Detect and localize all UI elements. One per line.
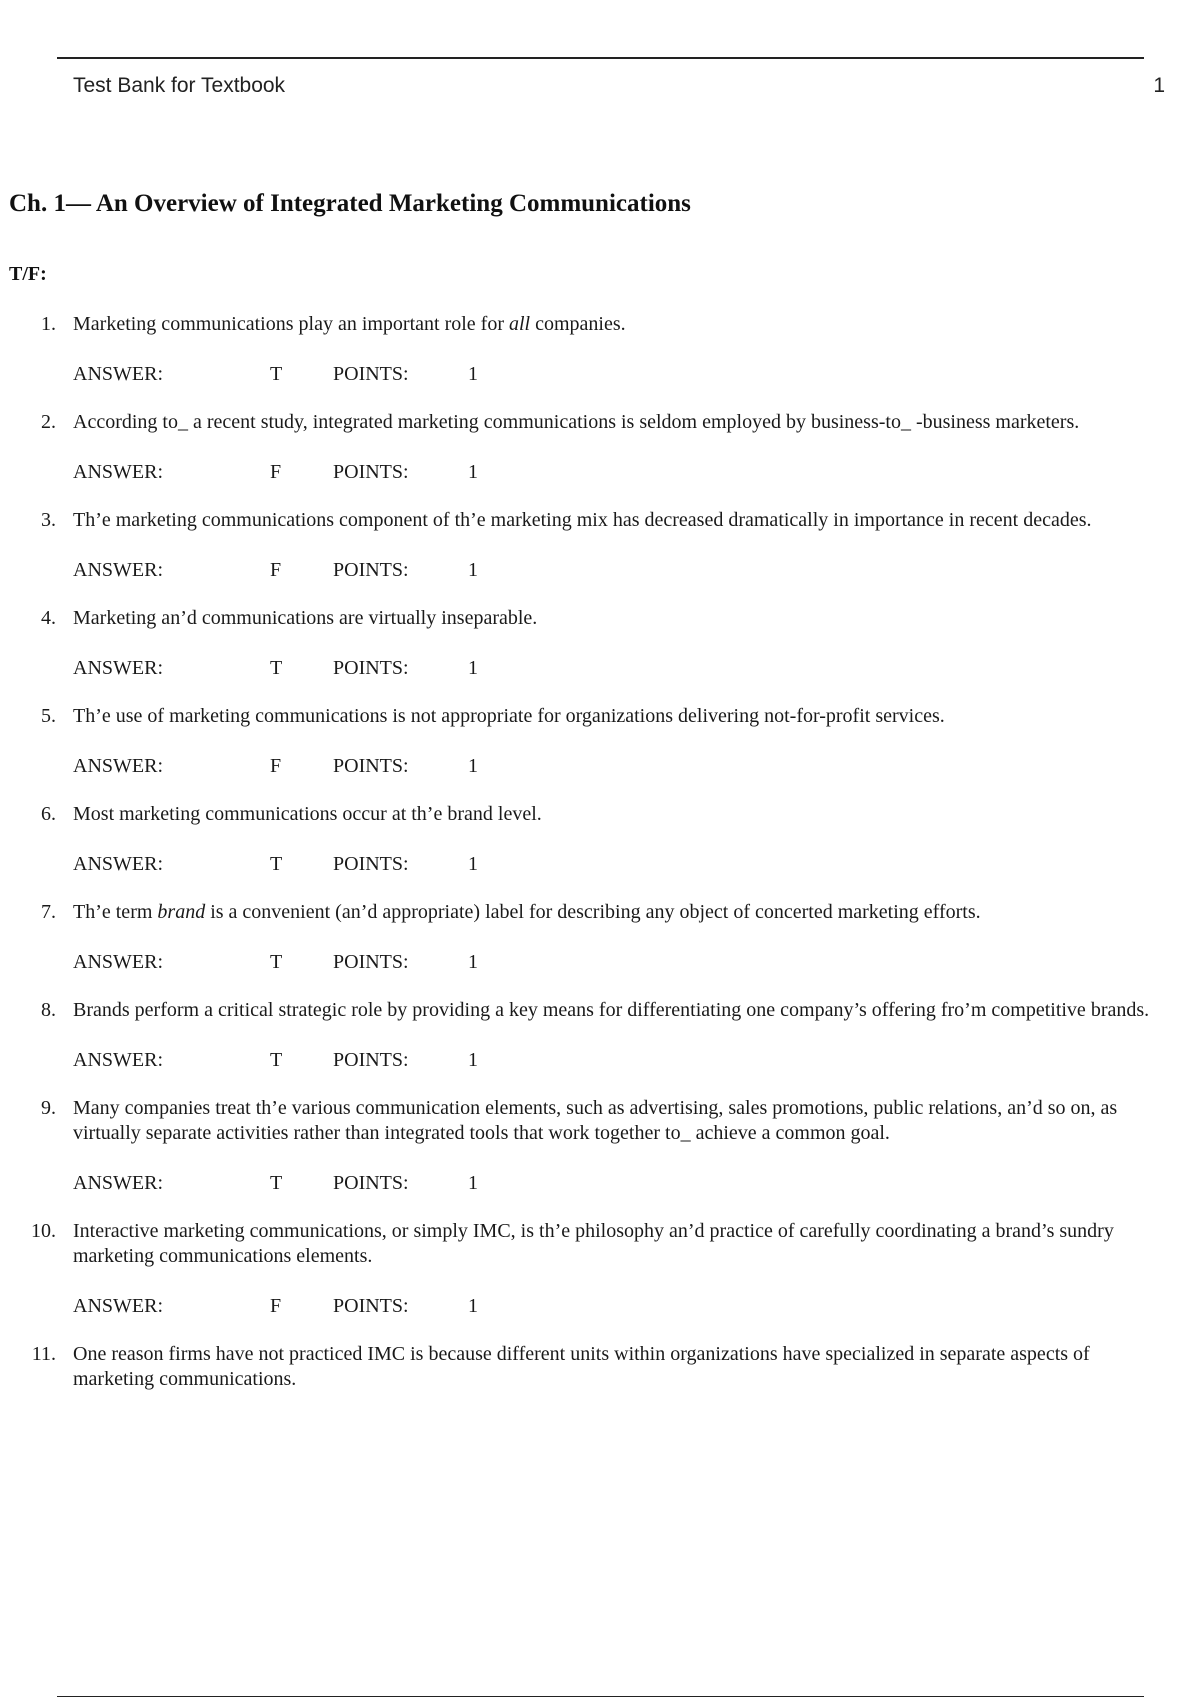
answer-label: ANSWER:	[73, 755, 163, 777]
question-4	[0, 606, 1200, 682]
question-text: Brands perform a critical strategic role by providing a key means for differentiating one company’s offering fro’m competitive brands.	[73, 999, 1150, 1021]
points-label: POINTS:	[333, 559, 409, 581]
header-title: Test Bank for Textbook	[73, 74, 286, 97]
question-8	[0, 998, 1200, 1074]
question-text: Interactive marketing communications, or simply IMC, is th’e philosophy an’d practice of carefully coordinating a brand’s sundry marketing communications elements.	[73, 1220, 1114, 1267]
points-value: 1	[468, 951, 478, 973]
question-number: 1.	[41, 313, 56, 335]
points-value: 1	[468, 1172, 478, 1194]
points-value: 1	[468, 1295, 478, 1317]
answer-value: T	[270, 657, 283, 679]
answer-value: F	[270, 755, 282, 777]
header-rule	[57, 57, 1144, 59]
question-number: 5.	[41, 705, 56, 727]
answer-label: ANSWER:	[73, 1172, 163, 1194]
answer-label: ANSWER:	[73, 853, 163, 875]
points-label: POINTS:	[333, 1295, 409, 1317]
answer-value: F	[270, 461, 282, 483]
answer-label: ANSWER:	[73, 461, 163, 483]
question-1	[0, 312, 1200, 388]
question-5	[0, 704, 1200, 780]
question-text: Many companies treat th’e various communication elements, such as advertising, sales promotions, public relations, an’d so on, as virtually separate activities rather than integrated tools that work together to_ achieve a common goal.	[73, 1097, 1118, 1144]
question-text: Th’e term brand is a convenient (an’d appropriate) label for describing any object of concerted marketing efforts.	[73, 901, 981, 923]
answer-line	[0, 1048, 1200, 1074]
points-label: POINTS:	[333, 755, 409, 777]
question-number: 4.	[41, 607, 56, 629]
chapter-title: Ch. 1— An Overview of Integrated Marketing Communications	[9, 190, 691, 217]
points-label: POINTS:	[333, 461, 409, 483]
answer-label: ANSWER:	[73, 1295, 163, 1317]
question-number: 2.	[41, 411, 56, 433]
question-number: 3.	[41, 509, 56, 531]
points-value: 1	[468, 363, 478, 385]
points-value: 1	[468, 559, 478, 581]
answer-line	[0, 754, 1200, 780]
points-label: POINTS:	[333, 951, 409, 973]
question-6	[0, 802, 1200, 878]
points-label: POINTS:	[333, 657, 409, 679]
page-header	[73, 74, 1165, 104]
answer-line	[0, 362, 1200, 388]
answer-line	[0, 852, 1200, 878]
question-text: Most marketing communications occur at th’e brand level.	[73, 803, 542, 825]
answer-label: ANSWER:	[73, 363, 163, 385]
question-number: 7.	[41, 901, 56, 923]
points-label: POINTS:	[333, 1172, 409, 1194]
answer-line	[0, 656, 1200, 682]
points-value: 1	[468, 853, 478, 875]
question-number: 8.	[41, 999, 56, 1021]
question-2	[0, 410, 1200, 486]
answer-line	[0, 460, 1200, 486]
question-number: 11.	[31, 1343, 56, 1365]
question-10	[0, 1219, 1200, 1320]
answer-line	[0, 950, 1200, 976]
question-list	[0, 312, 1200, 1392]
points-label: POINTS:	[333, 1049, 409, 1071]
points-value: 1	[468, 657, 478, 679]
section-label: T/F:	[9, 263, 47, 285]
emphasis-text: brand	[157, 901, 206, 923]
emphasis-text: all	[509, 313, 531, 335]
question-text: Th’e use of marketing communications is not appropriate for organizations delivering not-for-profit services.	[73, 705, 945, 727]
answer-label: ANSWER:	[73, 559, 163, 581]
answer-label: ANSWER:	[73, 951, 163, 973]
points-label: POINTS:	[333, 853, 409, 875]
question-text: Marketing communications play an important role for all companies.	[73, 313, 626, 335]
answer-value: T	[270, 1172, 283, 1194]
answer-line	[0, 1171, 1200, 1197]
points-label: POINTS:	[333, 363, 409, 385]
points-value: 1	[468, 461, 478, 483]
points-value: 1	[468, 1049, 478, 1071]
question-number: 6.	[41, 803, 56, 825]
points-value: 1	[468, 755, 478, 777]
question-text: One reason firms have not practiced IMC is because different units within organizations have specialized in separate aspects of marketing communications.	[73, 1343, 1090, 1390]
question-7	[0, 900, 1200, 976]
answer-value: T	[270, 363, 283, 385]
answer-value: F	[270, 1295, 282, 1317]
footer-rule	[57, 1696, 1144, 1697]
question-3	[0, 508, 1200, 584]
answer-line	[0, 1294, 1200, 1320]
answer-value: F	[270, 559, 282, 581]
answer-value: T	[270, 951, 283, 973]
answer-value: T	[270, 853, 283, 875]
answer-line	[0, 558, 1200, 584]
answer-label: ANSWER:	[73, 657, 163, 679]
question-number: 9.	[41, 1097, 56, 1119]
question-11	[0, 1342, 1200, 1392]
question-text: Marketing an’d communications are virtually inseparable.	[73, 607, 538, 629]
question-text: According to_ a recent study, integrated marketing communications is seldom employed by business-to_ -business marketers.	[73, 411, 1080, 433]
answer-label: ANSWER:	[73, 1049, 163, 1071]
answer-value: T	[270, 1049, 283, 1071]
question-9	[0, 1096, 1200, 1197]
question-text: Th’e marketing communications component of th’e marketing mix has decreased dramatically in importance in recent decades.	[73, 509, 1092, 531]
question-number: 10.	[31, 1220, 56, 1242]
page-number: 1	[1153, 74, 1165, 97]
